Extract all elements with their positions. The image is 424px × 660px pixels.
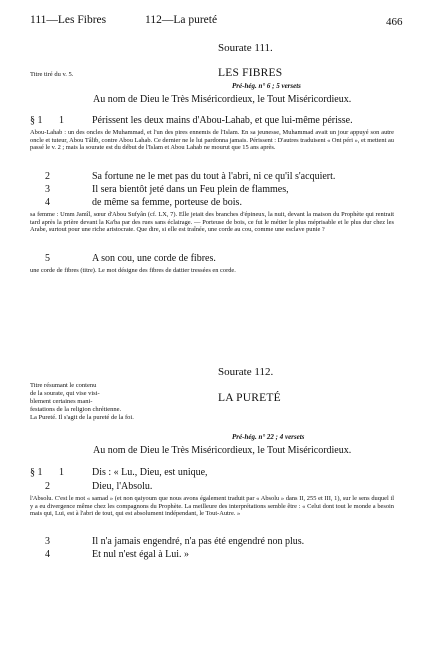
- sourate-112-number: Sourate 112.: [218, 366, 274, 378]
- verse-text: Et nul n'est égal à Lui. »: [92, 549, 190, 560]
- verse-text: Il sera bientôt jeté dans un Feu plein de flammes,: [92, 184, 289, 195]
- verse-text: Périssent les deux mains d'Abou-Lahab, et que lui-même périsse.: [92, 115, 353, 126]
- sourate-111-side-note: Titre tiré du v. 5.: [30, 71, 74, 78]
- sourate-112-side-note-line: de la sourate, qui vise visi-: [30, 390, 100, 397]
- sourate-112-side-note-line: La Pureté. Il s'agit de la pureté de la foi.: [30, 414, 134, 421]
- verse-number: 4: [45, 197, 50, 208]
- verse-number: 1: [59, 467, 64, 478]
- sourate-111-number: Sourate 111.: [218, 42, 273, 54]
- sourate-112-section-mark: § 1: [30, 467, 43, 478]
- verse-number: 2: [45, 171, 50, 182]
- verse-number: 2: [45, 481, 50, 492]
- sourate-112-side-note-line: blement certaines mani-: [30, 398, 93, 405]
- sourate-112-preheg: Pré-hég. n° 22 ; 4 versets: [232, 433, 305, 441]
- sourate-111-note-sa-femme: sa femme : Umm Jamîl, sœur d'Abou Sufyân (cf. LX, 7). Elle jetait des branches d'épineux, la nuit, devant la maison du Prophète qui rentrait tard après la prière devant la Ka'ba par des rues sans éclairage. — Porteuse de bois, ce fut le métier le plus méprisable et le plus dur chez les Arabe, surtout pour une riche aristocrate. Que dire, si elle est traînée, une corde au cou, comme une esclave punie ?: [30, 211, 394, 234]
- verse-number: 3: [45, 184, 50, 195]
- verse-text: A son cou, une corde de fibres.: [92, 253, 216, 264]
- running-header-left: 111—Les Fibres: [30, 14, 107, 26]
- verse-text: Sa fortune ne le met pas du tout à l'abri, ni ce qu'il s'acquiert.: [92, 171, 336, 182]
- verse-number: 5: [45, 253, 50, 264]
- sourate-111-invocation: Au nom de Dieu le Très Miséricordieux, le Tout Miséricordieux.: [93, 94, 352, 105]
- sourate-111-note-corde: une corde de fibres (titre). Le mot désigne des fibres de dattier tressées en corde.: [30, 267, 236, 274]
- sourate-112-side-note-line: festations de la religion chrétienne.: [30, 406, 122, 413]
- sourate-112-side-note-line: Titre résumant le contenu: [30, 382, 97, 389]
- verse-number: 3: [45, 536, 50, 547]
- running-header-middle: 112—La pureté: [145, 14, 218, 26]
- page-number: 466: [386, 16, 403, 28]
- verse-text: de même sa femme, porteuse de bois.: [92, 197, 242, 208]
- sourate-111-title: LES FIBRES: [218, 67, 283, 79]
- verse-text: Dieu, l'Absolu.: [92, 481, 153, 492]
- verse-number: 1: [59, 115, 64, 126]
- sourate-112-invocation: Au nom de Dieu le Très Miséricordieux, le Tout Miséricordieux.: [93, 445, 352, 456]
- verse-number: 4: [45, 549, 50, 560]
- sourate-111-note-abou-lahab: Abou-Lahab : un des oncles de Muhammad, et l'un des pires ennemis de l'Islam. En sa jeunesse, Muhammad avait un jour appuyé son autre oncle et tuteur, Abou Tâlib, contre Abou Lahab. Ce dernier ne le lui pardonna jamais. Périssent : D'autres traduisent « Ont péri », et mettent au passé le v. 2 ; mais la sourate est du début de l'Islam et Abou Lahab ne mourut que 15 ans après.: [30, 129, 394, 152]
- verse-text: Il n'a jamais engendré, n'a pas été engendré non plus.: [92, 536, 305, 547]
- sourate-112-title: LA PURETÉ: [218, 392, 281, 404]
- sourate-112-note-absolu: l'Absolu. C'est le mot « samad » (et non qaiyoum que nous avons également traduit par « Absolu » dans II, 255 et III, 1), sur le sens duquel il y a eu divergence même chez les compagnons du Prophète. La meilleure des interprétations semble être : « Celui dont tout le monde a besoin mais qui, Lui, est à l'abri de tout, qui est absolument indépendant, le Tout-Autre. »: [30, 495, 394, 518]
- verse-text: Dis : « Lu., Dieu, est unique,: [92, 467, 208, 478]
- sourate-111-section-mark: § 1: [30, 115, 43, 126]
- sourate-111-preheg: Pré-hég. n° 6 ; 5 versets: [232, 82, 301, 90]
